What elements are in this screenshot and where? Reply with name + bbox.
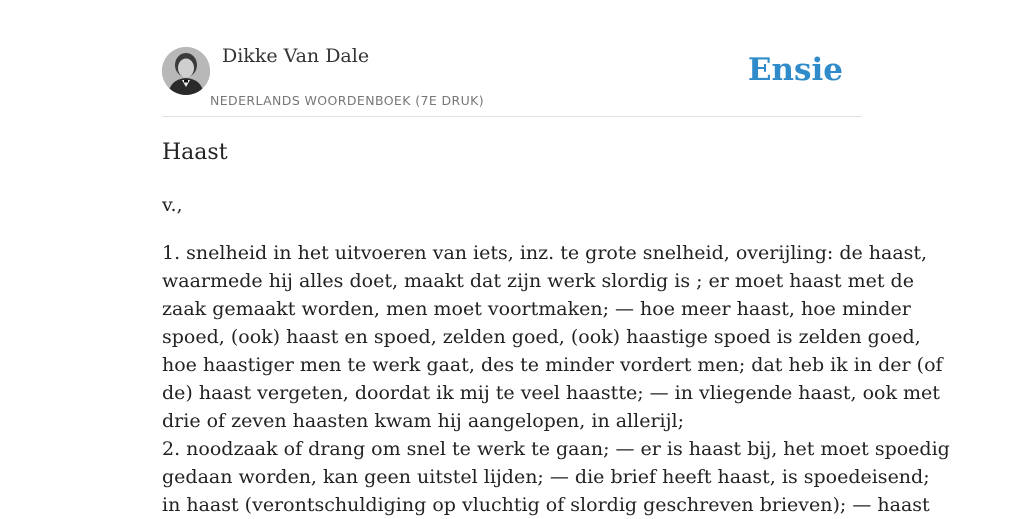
- page-container: [162, 0, 950, 516]
- avatar[interactable]: [162, 47, 210, 95]
- definition-line: gedaan worden, kan geen uitstel lijden; — die brief heeft haast, is spoedeisend;: [162, 466, 930, 488]
- definition-line: 2. noodzaak of drang om snel te werk te gaan; — er is haast bij, het moet spoedig: [162, 438, 950, 460]
- entry-title: Haast: [162, 140, 228, 165]
- site-logo[interactable]: Ensie: [747, 52, 843, 88]
- definition-line: drie of zeven haasten kwam hij aangelopen, in allerijl;: [162, 410, 684, 432]
- source-label[interactable]: NEDERLANDS WOORDENBOEK (7E DRUK): [210, 93, 485, 108]
- definition-line: in haast (verontschuldiging op vluchtig of slordig geschreven brieven); — haast: [162, 494, 930, 516]
- definition-text: [162, 239, 950, 519]
- definition-line: spoed, (ook) haast en spoed, zelden goed, (ook) haastige spoed is zelden goed,: [162, 326, 921, 348]
- definition-line: zaak gemaakt worden, men moet voortmaken; — hoe meer haast, hoe minder: [162, 298, 911, 320]
- author-name[interactable]: Dikke Van Dale: [222, 45, 370, 67]
- definition-line: waarmede hij alles doet, maakt dat zijn werk slordig is ; er moet haast met de: [162, 270, 914, 292]
- definition-line: hoe haastiger men te werk gaat, des te minder vordert men; dat heb ik in der (of: [162, 354, 943, 376]
- definition-line: 1. snelheid in het uitvoeren van iets, inz. te grote snelheid, overijling: de haast,: [162, 242, 928, 264]
- header: [162, 0, 862, 117]
- definition-line: de) haast vergeten, doordat ik mij te veel haastte; — in vliegende haast, ook met: [162, 382, 940, 404]
- part-of-speech: v.,: [162, 194, 183, 216]
- portrait-image: [162, 47, 210, 95]
